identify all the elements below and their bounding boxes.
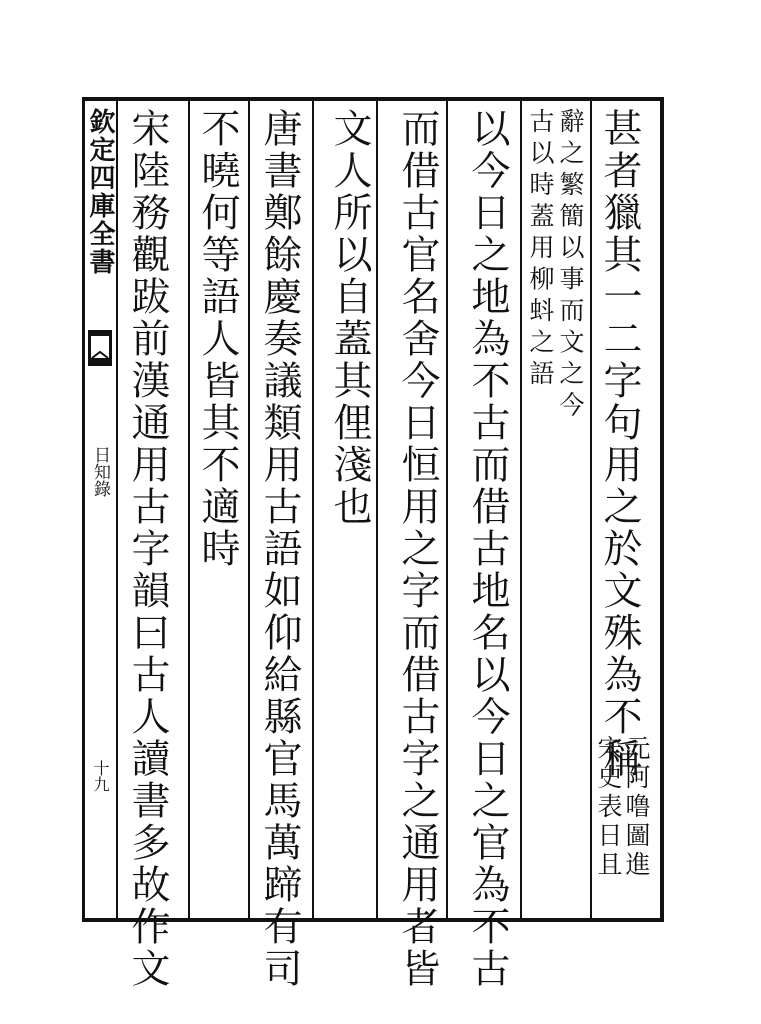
annotation-right: 元阿噜圖進: [622, 735, 651, 880]
note-column-b: 古以時蓋用柳蚪之語: [526, 108, 555, 392]
column-rule: [188, 101, 190, 918]
frame-bottom-border: [84, 918, 664, 922]
column-rule: [446, 101, 448, 918]
text-column-7: 不曉何等語人皆其不適時: [195, 108, 240, 570]
frame-top-border: [84, 97, 664, 101]
frame-right-border: [660, 97, 664, 922]
text-column-4: 而借古官名舍今日恒用之字而借古字之通用者皆: [395, 108, 440, 990]
page-number: 十九: [91, 760, 110, 792]
annotation-left: 宋史表日且: [594, 735, 623, 880]
text-column-1: 甚者獵其一二字句用之於文殊為不稱: [597, 108, 642, 780]
scan-noise: [88, 924, 288, 930]
column-rule: [590, 101, 592, 918]
column-rule: [248, 101, 250, 918]
column-rule: [376, 101, 378, 918]
book-title: 欽定四庫全書: [85, 108, 115, 276]
fishtail-mark-icon: [86, 328, 114, 368]
column-rule: [520, 101, 522, 918]
margin-rule: [116, 101, 118, 918]
section-name: 日知錄: [90, 446, 110, 497]
note-column-a: 辭之繁簡以事而文之今: [556, 108, 585, 423]
text-column-3: 以今日之地為不古而借古地名以今日之官為不古: [465, 108, 510, 990]
text-column-6: 唐書鄭餘慶奏議類用古語如仰給縣官馬萬蹄有司: [257, 108, 302, 990]
column-rule: [312, 101, 314, 918]
text-column-5: 文人所以自蓋其俚淺也: [327, 108, 372, 528]
text-column-8: 宋陸務觀跋前漢通用古字韻曰古人讀書多故作文: [125, 108, 170, 990]
